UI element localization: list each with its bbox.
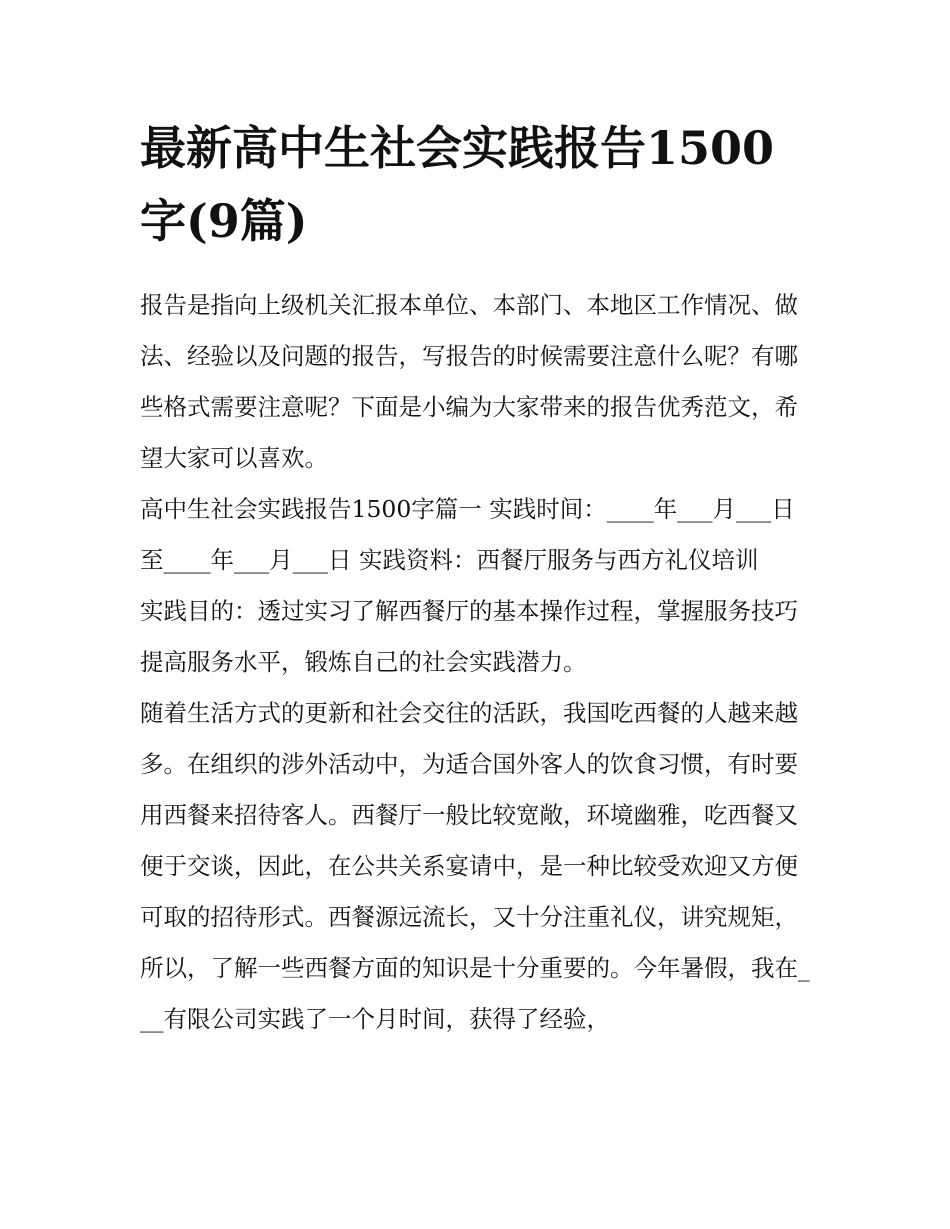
document-body bbox=[140, 280, 816, 1045]
paragraph-practice-purpose: 实践目的：透过实习了解西餐厅的基本操作过程，掌握服务技巧提高服务水平，锻炼自己的社会实践潜力。 bbox=[140, 597, 798, 676]
document-content bbox=[140, 112, 816, 1045]
paragraph-western-dining: 随着生活方式的更新和社会交往的活跃，我国吃西餐的人越来越多。在组织的涉外活动中，为适合国外客人的饮食习惯，有时要用西餐来招待客人。西餐厅一般比较宽敞，环境幽雅，吃西餐又便于交谈，因此，在公共关系宴请中，是一种比较受欢迎又方便可取的招待形式。西餐源远流长，又十分注重礼仪，讲究规矩，所以，了解一些西餐方面的知识是十分重要的。今年暑假，我在___有限公司实践了一个月时间，获得了经验， bbox=[140, 699, 810, 1033]
document-title: 最新高中生社会实践报告1500字(9篇) bbox=[140, 121, 775, 248]
paragraph-practice-time: 高中生社会实践报告1500字篇一 实践时间：____年___月___日至____年___月___日 实践资料：西餐厅服务与西方礼仪培训 bbox=[140, 495, 795, 574]
paragraph-intro: 报告是指向上级机关汇报本单位、本部门、本地区工作情况、做法、经验以及问题的报告，写报告的时候需要注意什么呢？有哪些格式需要注意呢？下面是小编为大家带来的报告优秀范文，希望大家可以喜欢。 bbox=[140, 291, 798, 472]
